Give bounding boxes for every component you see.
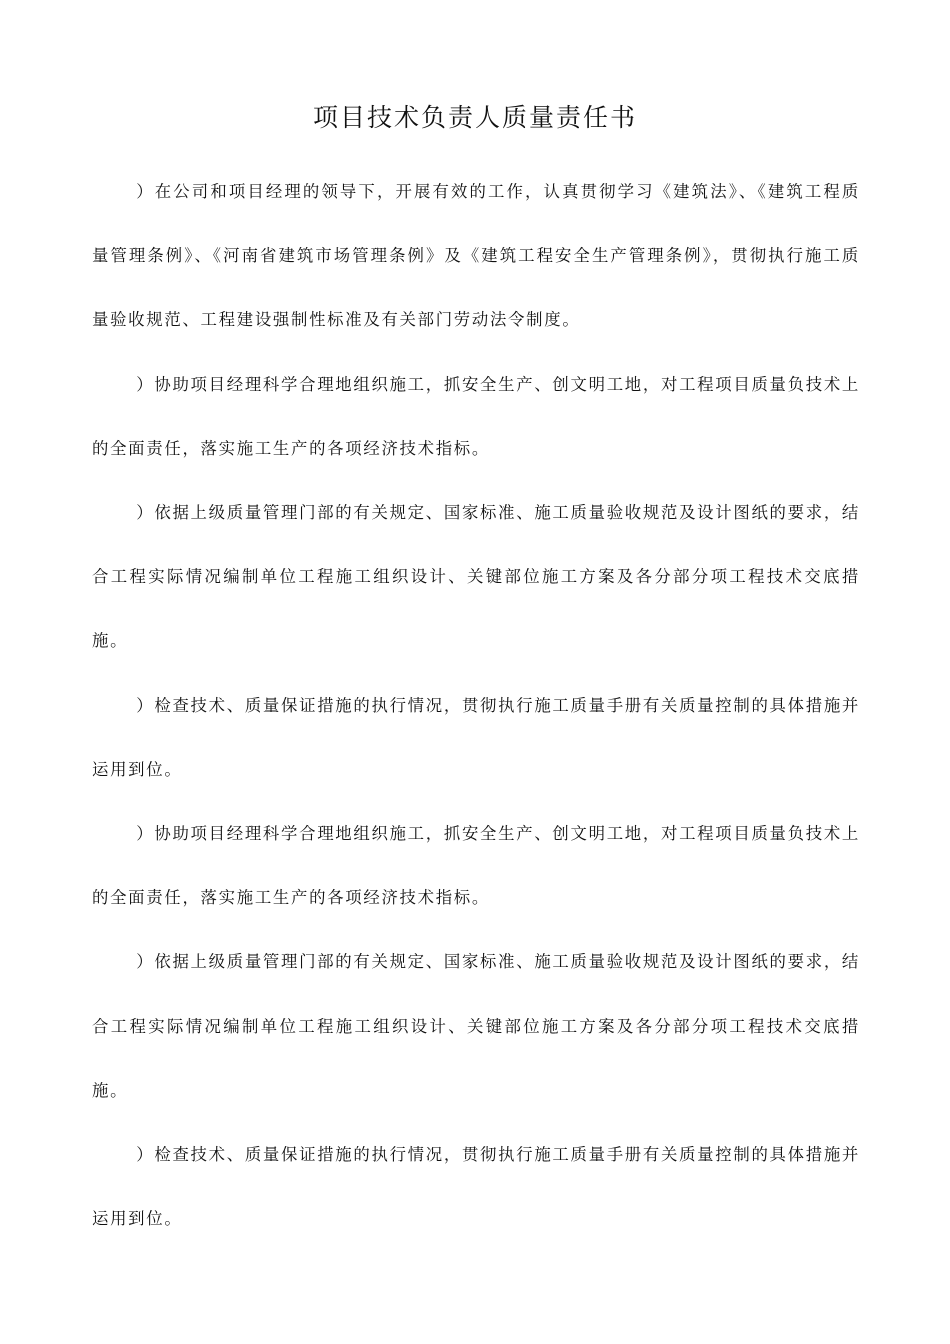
document-body	[92, 160, 860, 1251]
paragraph-3: ）依据上级质量管理门部的有关规定、国家标准、施工质量验收规范及设计图纸的要求，结合工程实际情况编制单位工程施工组织设计、关键部位施工方案及各分部分项工程技术交底措施。	[92, 503, 860, 651]
document-title: 项目技术负责人质量责任书	[312, 103, 637, 132]
paragraph-2: ）协助项目经理科学合理地组织施工，抓安全生产、创文明工地，对工程项目质量负技术上的全面责任，落实施工生产的各项经济技术指标。	[92, 374, 860, 458]
paragraph-6: ）依据上级质量管理门部的有关规定、国家标准、施工质量验收规范及设计图纸的要求，结合工程实际情况编制单位工程施工组织设计、关键部位施工方案及各分部分项工程技术交底措施。	[92, 952, 860, 1100]
paragraph-4: ）检查技术、质量保证措施的执行情况，贯彻执行施工质量手册有关质量控制的具体措施并运用到位。	[92, 695, 860, 779]
paragraph-7: ）检查技术、质量保证措施的执行情况，贯彻执行施工质量手册有关质量控制的具体措施并运用到位。	[92, 1145, 860, 1229]
paragraph-5: ）协助项目经理科学合理地组织施工，抓安全生产、创文明工地，对工程项目质量负技术上的全面责任，落实施工生产的各项经济技术指标。	[92, 824, 860, 908]
paragraph-1: ）在公司和项目经理的领导下，开展有效的工作，认真贯彻学习《建筑法》、《建筑工程质量管理条例》、《河南省建筑市场管理条例》及《建筑工程安全生产管理条例》，贯彻执行施工质量验收规范、工程建设强制性标准及有关部门劳动法令制度。	[92, 182, 860, 330]
